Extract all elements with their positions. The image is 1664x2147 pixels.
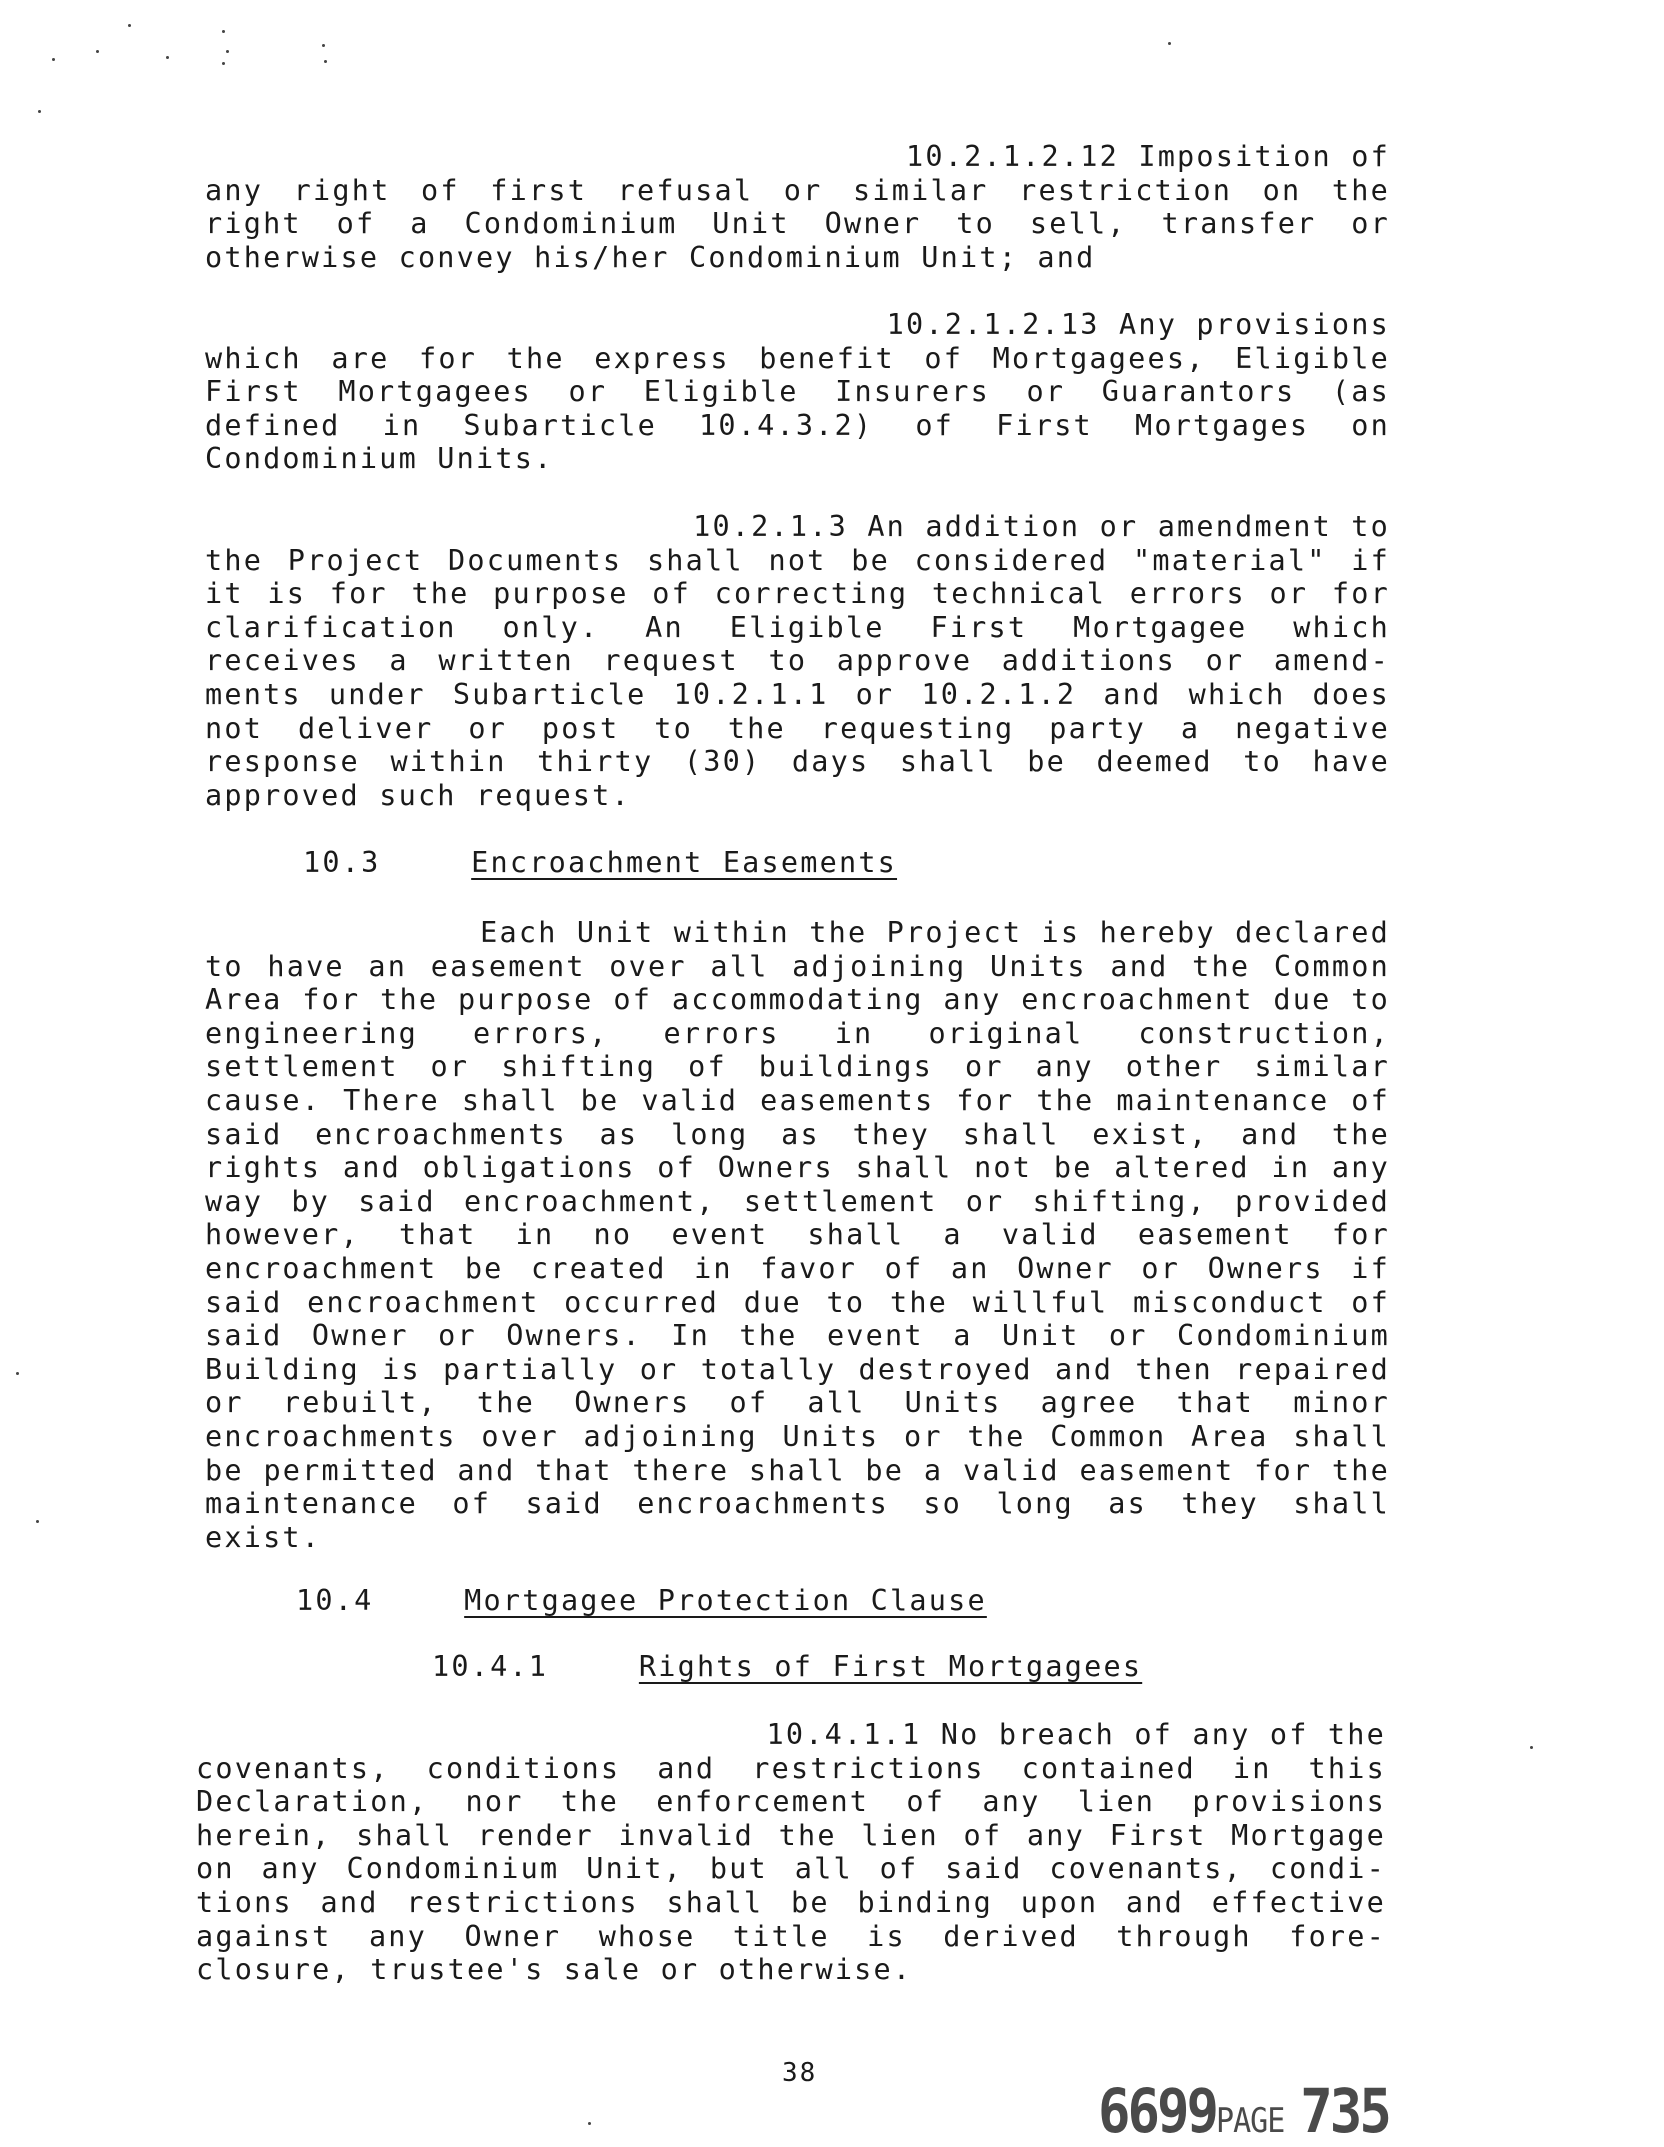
paragraph-10-2-1-2-13: [205, 308, 1390, 476]
section-number: 10.3: [303, 846, 381, 879]
page-stamp-number: 735: [1300, 2076, 1389, 2147]
page-number: 38: [782, 2058, 818, 2088]
paragraph-lead: 10.2.1.2.12 Imposition of: [906, 140, 1390, 173]
paragraph-10-2-1-2-12: [205, 140, 1390, 274]
paragraph-text: covenants, conditions and restrictions contained in this Declaration, nor the enforcement of any lien provisions herein, shall render invalid the lien of any First Mortgage on any Condominium Unit, but all of said covenants, condi- tions and restrictions shall be binding upon and effective against any Owner whose title is derived through fore- closure, trustee's sale or otherwise.: [196, 1751, 1386, 1987]
section-number: 10.4: [296, 1584, 374, 1617]
section-number: 10.4.1: [432, 1650, 549, 1683]
section-title: Mortgagee Protection Clause: [464, 1584, 987, 1617]
paragraph-text: any right of first refusal or similar restriction on the right of a Condominium Unit Owner to sell, transfer or otherwise convey his/her Condominium Unit; and: [205, 173, 1390, 274]
paragraph-10-3: [205, 916, 1390, 1554]
book-number: 6699: [1098, 2076, 1217, 2147]
section-title: Encroachment Easements: [471, 846, 898, 879]
book-page-stamp: [1098, 2076, 1389, 2147]
paragraph-lead: 10.4.1.1 No breach of any of the: [766, 1718, 1386, 1751]
section-heading-10-4-1: [432, 1650, 1142, 1684]
paragraph-text: which are for the express benefit of Mortgagees, Eligible First Mortgagees or Eligible Insurers or Guarantors (as defined in Subarticle 10.4.3.2) of First Mortgages on Condominium Units.: [205, 341, 1390, 476]
paragraph-10-4-1-1: [196, 1718, 1386, 1987]
paragraph-lead: 10.2.1.3 An addition or amendment to: [693, 510, 1390, 543]
section-heading-10-4: [296, 1584, 987, 1618]
page-label: PAGE: [1216, 2101, 1285, 2141]
paragraph-lead: Each Unit within the Project is hereby declared: [480, 916, 1390, 949]
paragraph-lead: 10.2.1.2.13 Any provisions: [886, 308, 1390, 341]
section-heading-10-3: [303, 846, 897, 880]
paragraph-text: to have an easement over all adjoining Units and the Common Area for the purpose of accommodating any encroachment due to engineering errors, errors in original construction, settlement or shifting of buildings or any other similar cause. There shall be valid easements for the maintenance of said encroachments as long as they shall exist, and the rights and obligations of Owners shall not be altered in any way by said encroachment, settlement or shifting, provided however, that in no event shall a valid easement for encroachment be created in favor of an Owner or Owners if said encroachment occurred due to the willful misconduct of said Owner or Owners. In the event a Unit or Condominium Building is partially or totally destroyed and then repaired or rebuilt, the Owners of all Units agree that minor encroachments over adjoining Units or the Common Area shall be permitted and that there shall be a valid easement for the maintenance of said encroachments so long as they shall exist.: [205, 949, 1390, 1554]
section-title: Rights of First Mortgagees: [638, 1650, 1143, 1683]
paragraph-text: the Project Documents shall not be considered "material" if it is for the purpose of correcting technical errors or for clarification only. An Eligible First Mortgagee which receives a written request to approve additions or amend- ments under Subarticle 10.2.1.1 or 10.2.1.2 and which does not deliver or post to the requesting party a negative response within thirty (30) days shall be deemed to have approved such request.: [205, 543, 1390, 812]
paragraph-10-2-1-3: [205, 510, 1390, 812]
